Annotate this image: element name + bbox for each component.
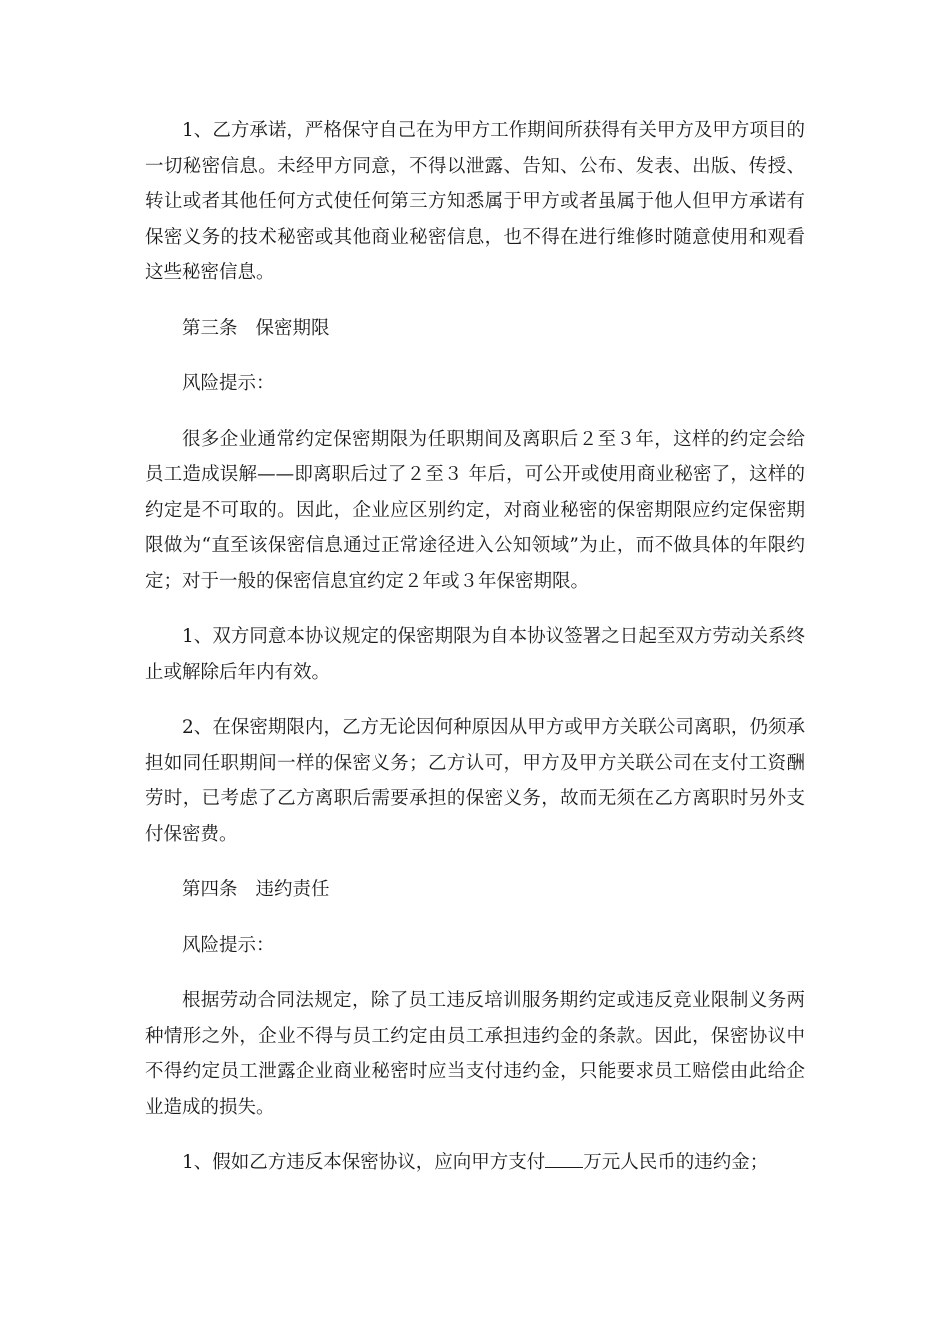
article-4-item-1-suffix: 万元人民币的违约金；: [583, 1152, 769, 1173]
article-3-heading: [145, 311, 805, 347]
article-4-item-1: [145, 1145, 805, 1181]
article-4-risk-text: 根据劳动合同法规定，除了员工违反培训服务期约定或违反竞业限制义务两种情形之外，企业不得与员工约定由员工承担违约金的条款。因此，保密协议中不得约定员工泄露企业商业秘密时应当支付违约金，只能要求员工赔偿由此给企业造成的损失。: [145, 990, 805, 1118]
article-3-item-1: 1、双方同意本协议规定的保密期限为自本协议签署之日起至双方劳动关系终止或解除后年内有效。: [145, 626, 805, 683]
article-4-risk-label: 风险提示：: [182, 934, 275, 956]
article-3-title: 保密期限: [255, 317, 330, 339]
penalty-amount-blank: [545, 1149, 583, 1168]
paragraph-confidentiality-promise: 1、乙方承诺，严格保守自己在为甲方工作期间所获得有关甲方及甲方项目的一切秘密信息。未经甲方同意，不得以泄露、告知、公布、发表、出版、传授、转让或者其他任何方式使任何第三方知悉属于甲方或者虽属于他人但甲方承诺有保密义务的技术秘密或其他商业秘密信息，也不得在进行维修时随意使用和观看这些秘密信息。: [145, 120, 805, 283]
article-4-item-1-prefix: 1、假如乙方违反本保密协议，应向甲方支付: [182, 1152, 546, 1173]
article-3-risk-text: 很多企业通常约定保密期限为任职期间及离职后２至３年，这样的约定会给员工造成误解——即离职后过了２至３ 年后，可公开或使用商业秘密了，这样的约定是不可取的。因此，企业应区别约定，对商业秘密的保密期限应约定保密期限做为“直至该保密信息通过正常途径进入公知领域”为止，而不做具体的年限约定；对于一般的保密信息宜约定２年或３年保密期限。: [145, 428, 805, 592]
article-3-number: 第三条: [182, 317, 238, 339]
article-4-number: 第四条: [182, 879, 238, 900]
article-4-title: 违约责任: [255, 879, 330, 900]
document-body: [145, 113, 805, 1201]
article-3-risk-label: 风险提示：: [182, 373, 275, 394]
article-3-item-2: 2、在保密期限内，乙方无论因何种原因从甲方或甲方关联公司离职，仍须承担如同任职期间一样的保密义务；乙方认可，甲方及甲方关联公司在支付工资酬劳时，已考虑了乙方离职后需要承担的保密义务，故而无须在乙方离职时另外支付保密费。: [145, 717, 805, 845]
article-4-heading: [145, 872, 805, 908]
